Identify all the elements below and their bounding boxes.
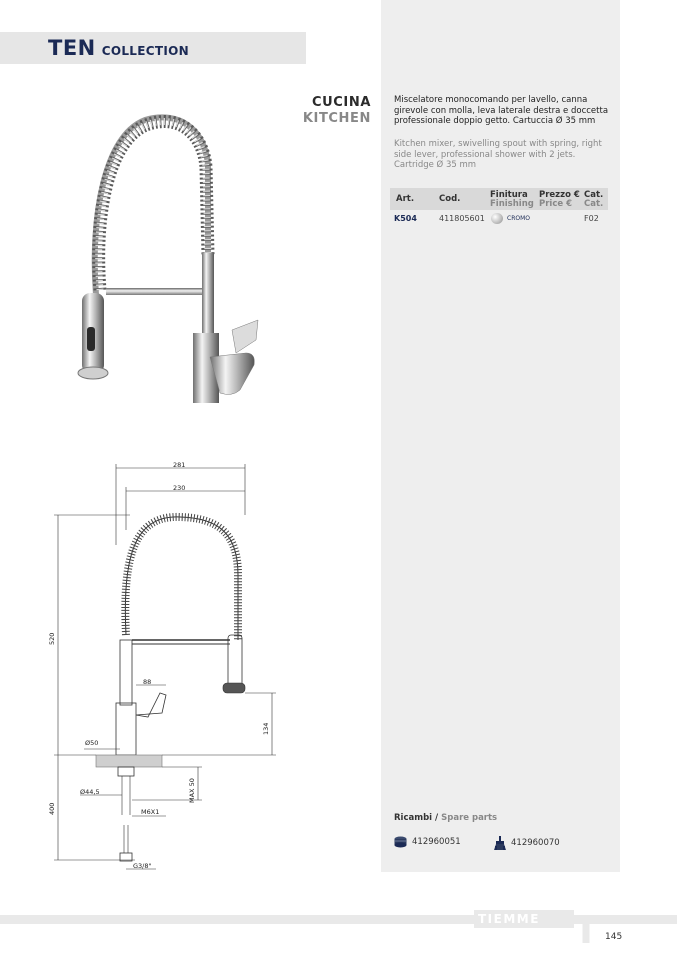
- description-italian: Miscelatore monocomando per lavello, canna girevole con molla, leva laterale destra e doccetta professionale doppio getto. Cartuccia Ø 35 mm: [394, 95, 609, 126]
- product-table: [390, 188, 608, 226]
- table-row: [390, 210, 608, 226]
- fixing-kit-icon: [494, 836, 506, 850]
- description-english: Kitchen mixer, swivelling spout with spring, right side lever, professional shower with 2 jets. Cartridge Ø 35 mm: [394, 139, 602, 170]
- dim-d44-label: Ø44,5: [80, 788, 100, 796]
- cell-cat: F02: [584, 214, 599, 223]
- spare-title-en: Spare parts: [441, 813, 498, 823]
- header-finitura: Finitura: [490, 190, 528, 200]
- spare-part-item: [394, 836, 461, 848]
- collection-name: TEN: [48, 36, 96, 60]
- header-prezzo: Prezzo €: [539, 190, 580, 200]
- page-number: 145: [605, 932, 623, 942]
- cartridge-icon: [394, 836, 407, 848]
- dim-520-label: 520: [48, 632, 56, 645]
- collection-label: COLLECTION: [101, 44, 189, 58]
- technical-drawing: [40, 455, 280, 875]
- spare-part-code: 412960051: [412, 837, 461, 847]
- spare-title-separator: /: [432, 813, 442, 823]
- cell-finish: CROMO: [507, 215, 530, 222]
- cell-art: K504: [394, 214, 417, 223]
- header-cat: Cat.: [584, 190, 604, 200]
- header-finishing: Finishing: [490, 199, 534, 209]
- dim-134-label: 134: [262, 722, 270, 735]
- header-cod: Cod.: [439, 194, 461, 204]
- dim-400-label: 400: [48, 802, 56, 815]
- category-italian: CUCINA: [311, 95, 371, 110]
- dim-max50-label: MAX 50: [188, 778, 196, 803]
- header-art: Art.: [396, 194, 415, 204]
- dim-281-label: 281: [173, 461, 186, 469]
- brand-logo: TIEMME: [478, 912, 540, 926]
- spec-panel: [381, 0, 620, 872]
- header-price: Price €: [539, 199, 573, 209]
- spare-title-it: Ricambi: [394, 813, 433, 823]
- dim-88-label: 88: [143, 678, 152, 686]
- product-photo: [70, 105, 270, 410]
- category-english: KITCHEN: [302, 111, 371, 126]
- dim-g38-label: G3/8": [133, 862, 152, 870]
- dim-m6-label: M6X1: [141, 808, 160, 816]
- spare-parts-title: [394, 813, 497, 823]
- collection-title: [48, 36, 189, 64]
- table-header: [390, 188, 608, 210]
- spare-part-code: 412960070: [511, 838, 560, 848]
- chrome-swatch-icon: [491, 213, 503, 224]
- spare-part-item: [494, 836, 560, 850]
- header-cat-en: Cat.: [584, 199, 604, 209]
- cell-cod: 411805601: [439, 214, 485, 223]
- faucet-logo-icon: [566, 915, 596, 945]
- dim-d50-label: Ø50: [85, 739, 99, 747]
- dim-230-label: 230: [173, 484, 186, 492]
